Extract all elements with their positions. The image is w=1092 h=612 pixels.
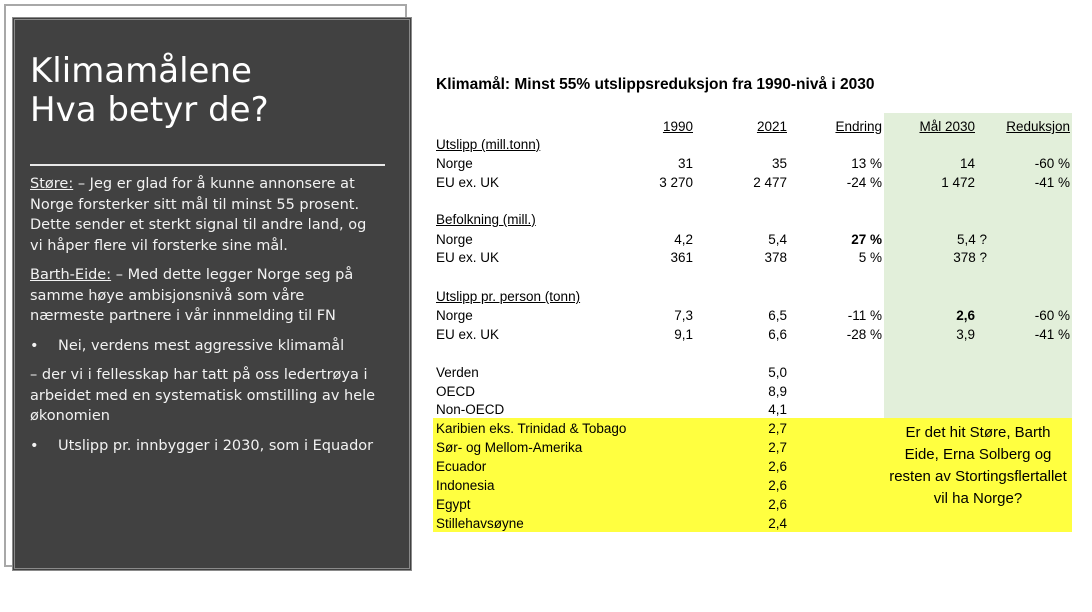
row-label: Sør- og Mellom-Amerika xyxy=(436,440,583,455)
cell-value: 5,4 xyxy=(768,232,787,247)
row-label: Norge xyxy=(436,156,473,171)
bullet-text-1: Nei, verdens mest aggressive klimamål xyxy=(58,337,345,354)
cell-value: -41 % xyxy=(1034,175,1070,190)
cell-value: 35 xyxy=(771,156,787,171)
row-label: Non-OECD xyxy=(436,402,505,417)
cell-value: 2,6 xyxy=(768,497,787,512)
cell-value: 3 270 xyxy=(659,175,693,190)
row-label: Egypt xyxy=(436,497,471,512)
cell-value: 5 % xyxy=(858,250,882,265)
cell-value: 5,4 ? xyxy=(956,232,987,247)
row-label: EU ex. UK xyxy=(436,175,500,190)
cell-value: 13 % xyxy=(851,156,882,171)
title-line-2: Hva betyr de? xyxy=(30,90,269,130)
table-title: Klimamål: Minst 55% utslippsreduksjon fra 1990-nivå i 2030 xyxy=(436,76,875,93)
quote-store-text: – Jeg er glad for å kunne annonsere at Norge forsterker sitt mål til minst 55 prosent. Dette sender et sterkt signal til andre land, og vi håper flere vil forsterke sine mål. xyxy=(30,176,367,254)
row-label: Ecuador xyxy=(436,459,487,474)
row-label: Norge xyxy=(436,232,473,247)
row-label: EU ex. UK xyxy=(436,327,500,342)
cell-value: 4,1 xyxy=(768,402,787,417)
header-1990: 1990 xyxy=(662,119,693,134)
cell-value: 27 % xyxy=(851,232,882,247)
row-label: Verden xyxy=(436,365,479,380)
cell-value: 2,4 xyxy=(768,516,787,531)
bullet-item xyxy=(30,336,380,357)
cell-value: 2 477 xyxy=(753,175,787,190)
bullet-text-2: Utslipp pr. innbygger i 2030, som i Equador xyxy=(58,437,374,454)
cell-value: -11 % xyxy=(847,308,882,323)
quote-barth-eide xyxy=(30,265,380,327)
speaker-store: Støre: xyxy=(30,176,74,192)
quote-barth-eide-text: – Med dette legger Norge seg på samme høye ambisjonsnivå som våre nærmeste partnere i vår innmelding til FN xyxy=(30,267,354,324)
cell-value: 2,7 xyxy=(768,440,787,455)
cell-value: 3,9 xyxy=(956,327,975,342)
header-mal-2030: Mål 2030 xyxy=(919,119,975,134)
title-line-1: Klimamålene xyxy=(30,51,252,91)
cell-value: 2,6 xyxy=(768,478,787,493)
cell-value: -60 % xyxy=(1034,308,1070,323)
cell-value: 8,9 xyxy=(768,384,787,399)
section-befolkning: Befolkning (mill.) xyxy=(436,212,536,227)
cell-value: 31 xyxy=(677,156,693,171)
cell-value: 6,5 xyxy=(768,308,787,323)
section-utslipp-per-person: Utslipp pr. person (tonn) xyxy=(436,289,581,304)
cell-value: -28 % xyxy=(846,327,882,342)
bullet-icon: • xyxy=(30,437,39,454)
header-2021: 2021 xyxy=(756,119,787,134)
cell-value: 378 xyxy=(764,250,787,265)
question-text: Er det hit Støre, Barth Eide, Erna Solberg og resten av Stortingsflertallet vil ha Norge? xyxy=(889,424,1067,507)
cell-value: 4,2 xyxy=(674,232,693,247)
slide-title xyxy=(30,52,269,130)
row-label: Karibien eks. Trinidad & Tobago xyxy=(436,421,627,436)
speaker-barth-eide: Barth-Eide: xyxy=(30,267,112,283)
cell-value: 1 472 xyxy=(941,175,975,190)
row-label: Stillehavsøyne xyxy=(436,516,524,531)
row-label: Indonesia xyxy=(436,478,495,493)
title-divider xyxy=(30,164,385,166)
cell-value: 6,6 xyxy=(768,327,787,342)
cell-value: -41 % xyxy=(1034,327,1070,342)
comment-paragraph: – der vi i fellesskap har tatt på oss ledertrøya i arbeidet med en systematisk omstilling av hele økonomien xyxy=(30,367,376,424)
section-utslipp: Utslipp (mill.tonn) xyxy=(436,137,541,152)
cell-value: 2,6 xyxy=(956,308,975,323)
cell-value: 14 xyxy=(959,156,975,171)
cell-value: 7,3 xyxy=(674,308,693,323)
cell-value: -24 % xyxy=(846,175,882,190)
quote-store xyxy=(30,174,380,256)
cell-value: 9,1 xyxy=(674,327,693,342)
cell-value: 361 xyxy=(670,250,693,265)
bullet-item xyxy=(30,436,380,457)
cell-value: 378 ? xyxy=(953,250,987,265)
cell-value: -60 % xyxy=(1034,156,1070,171)
cell-value: 5,0 xyxy=(768,365,787,380)
row-label: Norge xyxy=(436,308,473,323)
header-reduksjon: Reduksjon xyxy=(1006,119,1070,134)
header-endring: Endring xyxy=(835,119,882,134)
row-label: EU ex. UK xyxy=(436,250,500,265)
slide-body xyxy=(30,174,380,465)
row-label: OECD xyxy=(436,384,476,399)
bullet-icon: • xyxy=(30,337,39,354)
cell-value: 2,7 xyxy=(768,421,787,436)
cell-value: 2,6 xyxy=(768,459,787,474)
